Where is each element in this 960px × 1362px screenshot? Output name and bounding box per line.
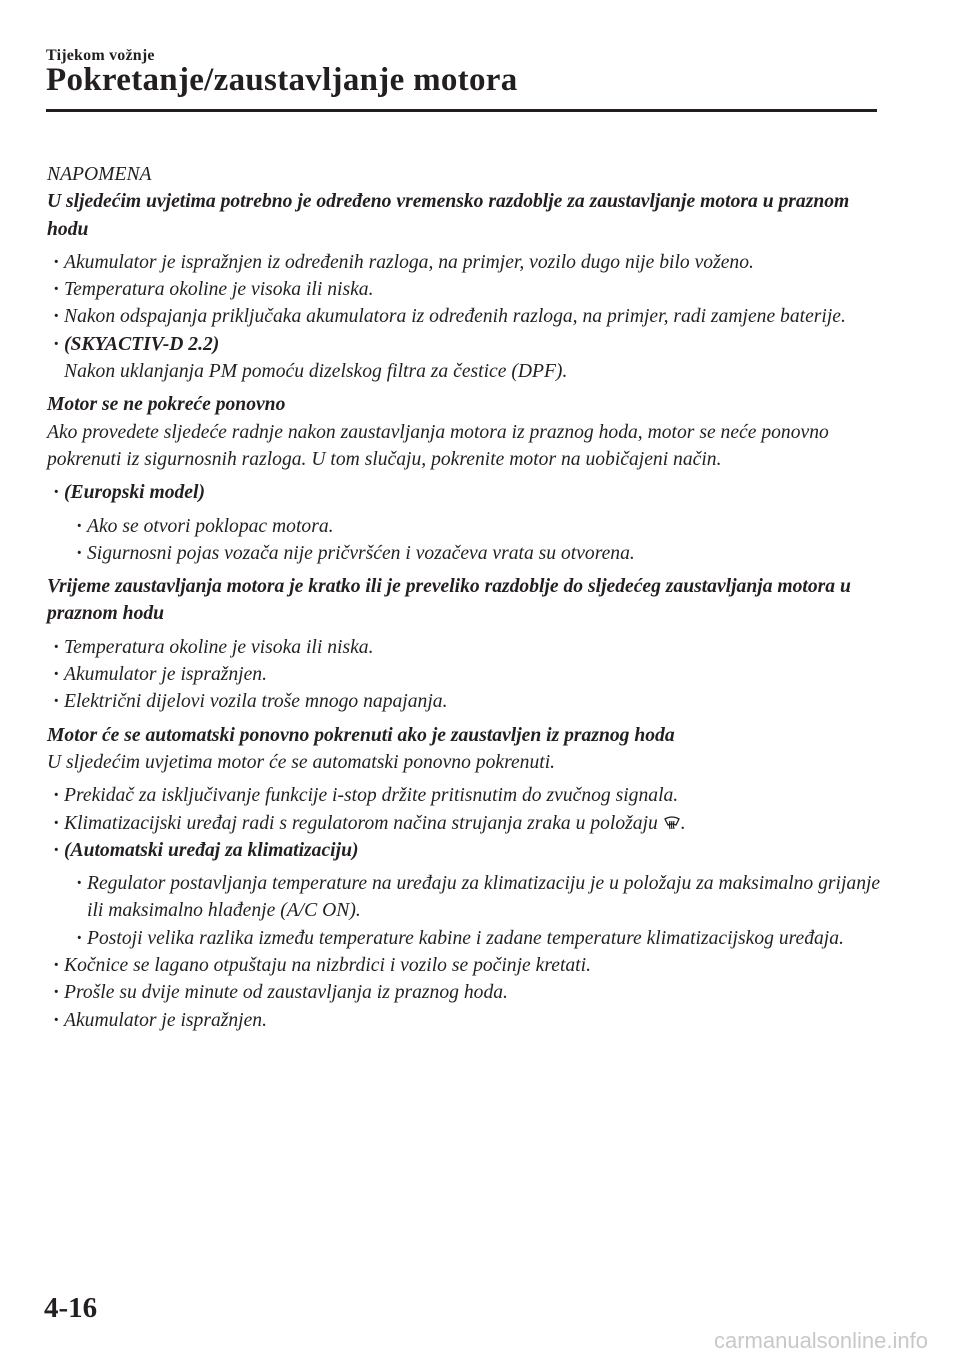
note-intro: U sljedećim uvjetima potrebno je određeno vremensko razdoblje za zaustavljanje motora u praznom hodu: [47, 191, 850, 240]
no-restart-heading: Motor se ne pokreće ponovno: [47, 394, 286, 416]
note-heading: NAPOMENA: [47, 164, 152, 185]
page-title: Pokretanje/zaustavljanje motora: [46, 62, 518, 98]
list-item: · Klimatizacijski uređaj radi s regulatorom načina strujanja zraka u položaju .: [53, 812, 686, 834]
list-item: · Nakon odspajanja priključaka akumulatora iz određenih razloga, na primjer, radi zamjene baterije.: [53, 306, 846, 328]
list-item: · Temperatura okoline je visoka ili niska.: [53, 636, 374, 658]
windshield-defrost-icon: [663, 813, 681, 831]
watermark: carmanualsonline.info: [713, 1328, 928, 1353]
list-item: · Prošle su dvije minute od zaustavljanja iz praznog hoda.: [53, 982, 508, 1004]
list-item: · Akumulator je ispražnjen.: [53, 664, 267, 686]
list-item: · Akumulator je ispražnjen iz određenih razloga, na primjer, vozilo dugo nije bilo voženo.: [53, 251, 754, 273]
page-number: 4-16: [44, 1292, 98, 1324]
list-item: · (Automatski uređaj za klimatizaciju): [53, 839, 359, 861]
list-item: · Regulator postavljanja temperature na uređaju za klimatizaciju je u položaju za maksimalno grijanje ili maksimalno hlađenje (A/C ON).: [76, 873, 881, 922]
page-content: [47, 161, 887, 1034]
list-item: · Sigurnosni pojas vozača nije pričvršćen i vozačeva vrata su otvorena.: [76, 542, 635, 564]
short-time-heading: Vrijeme zaustavljanja motora je kratko ili je preveliko razdoblje do sljedećeg zaustavljanja motora u praznom hodu: [47, 576, 851, 625]
list-item: · Prekidač za isključivanje funkcije i-stop držite pritisnutim do zvučnog signala.: [53, 785, 679, 807]
list-item: · Postoji velika razlika između temperature kabine i zadane temperature klimatizacijskog uređaja.: [76, 927, 844, 949]
list-item: · Temperatura okoline je visoka ili niska.: [53, 279, 374, 301]
list-item: · Akumulator je ispražnjen.: [53, 1009, 267, 1031]
no-restart-text: Ako provedete sljedeće radnje nakon zaustavljanja motora iz praznog hoda, motor se neće ponovno pokrenuti iz sigurnosnih razloga. U tom slučaju, pokrenite motor na uobičajeni način.: [47, 421, 829, 470]
section-label: Tijekom vožnje: [46, 47, 155, 64]
list-item: · Električni dijelovi vozila troše mnogo napajanja.: [53, 691, 448, 713]
auto-restart-intro: U sljedećim uvjetima motor će se automatski ponovno pokrenuti.: [47, 751, 556, 773]
list-item: · Kočnice se lagano otpuštaju na nizbrdici i vozilo se počinje kretati.: [53, 955, 591, 977]
list-item: · (SKYACTIV-D 2.2) Nakon uklanjanja PM pomoću dizelskog filtra za čestice (DPF).: [53, 333, 568, 383]
auto-restart-heading: Motor će se automatski ponovno pokrenuti ako je zaustavljen iz praznog hoda: [47, 724, 675, 746]
list-item: · (Europski model): [53, 482, 205, 504]
title-rule: [46, 109, 877, 112]
list-item: · Ako se otvori poklopac motora.: [76, 515, 334, 537]
